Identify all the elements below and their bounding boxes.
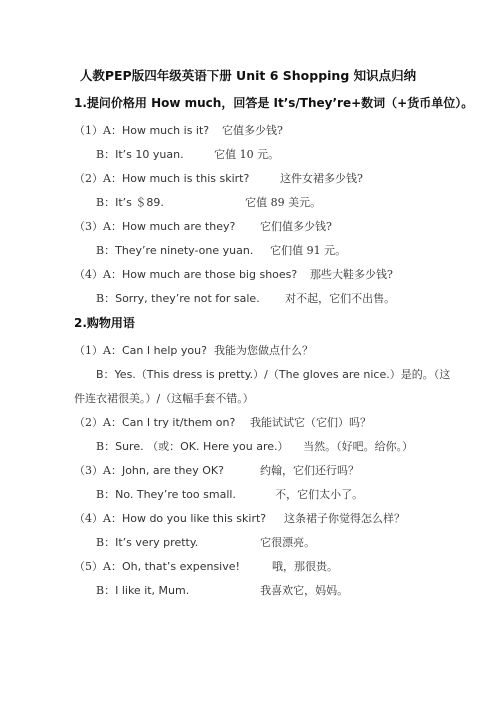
- question-english: Can I try it/them on?: [121, 416, 236, 429]
- answer-prefix: B：: [96, 440, 116, 453]
- answer-3: [96, 242, 346, 258]
- question-number: （3）A：: [74, 464, 122, 477]
- question-number: （4）A：: [74, 268, 122, 281]
- answer-english: Sure. （或：OK. Here you are.）: [115, 440, 289, 453]
- question-number: （3）A：: [74, 220, 122, 233]
- answer-prefix: B：: [96, 148, 116, 161]
- answer-english: They’re ninety-one yuan.: [115, 244, 254, 257]
- answer-prefix: B：: [96, 584, 116, 597]
- answer-english: No. They’re too small.: [115, 488, 236, 501]
- question-s2-5: [74, 558, 338, 574]
- answer-english: Sorry, they’re not for sale.: [115, 292, 260, 305]
- page-title: 人教PEP版四年级英语下册 Unit 6 Shopping 知识点归纳: [79, 68, 417, 83]
- question-english: How do you like this skirt?: [121, 512, 267, 525]
- question-english: Oh, that’s expensive!: [121, 560, 240, 573]
- question-chinese: 哦，那很贵。: [271, 560, 338, 573]
- question-number: （1）A：: [74, 124, 122, 137]
- question-3: [74, 218, 332, 234]
- question-s2-2: [74, 414, 371, 430]
- answer-prefix: B：: [96, 244, 116, 257]
- question-english: Can I help you?: [121, 344, 207, 357]
- answer-chinese: 对不起，它们不出售。: [285, 292, 396, 305]
- answer-chinese: 它很漂亮。: [260, 536, 316, 549]
- question-english: How much are they?: [121, 220, 236, 233]
- answer-prefix: B：: [96, 292, 116, 305]
- question-s2-3: [74, 462, 359, 478]
- question-s2-4: [74, 510, 405, 526]
- question-1: [74, 122, 283, 138]
- question-number: （4）A：: [74, 512, 122, 525]
- answer-s2-4: [96, 534, 315, 550]
- answer-prefix: B：: [96, 488, 116, 501]
- answer-s2-3: [96, 486, 363, 502]
- answer-1: [96, 146, 279, 162]
- answer-chinese: 它值 89 美元。: [245, 196, 322, 209]
- question-chinese: 这件女裙多少钱?: [279, 172, 363, 185]
- question-number: （2）A：: [74, 172, 122, 185]
- question-chinese: 约翰，它们还行吗？: [259, 464, 359, 477]
- answer-english: It’s very pretty.: [115, 536, 199, 549]
- answer-chinese: 它值 10 元。: [214, 148, 280, 161]
- question-4: [74, 266, 393, 282]
- answer-s2-2: [96, 438, 413, 454]
- question-chinese: 这条裙子你觉得怎么样？: [283, 512, 405, 525]
- question-chinese: 那些大鞋多少钱?: [309, 268, 393, 281]
- question-chinese: 它值多少钱?: [221, 124, 283, 137]
- question-2: [74, 170, 363, 186]
- question-english: How much is it?: [121, 124, 210, 137]
- answer-english: It’s 10 yuan.: [115, 148, 184, 161]
- question-chinese: 它们值多少钱?: [259, 220, 332, 233]
- section-heading-shopping: 2.购物用语: [74, 316, 135, 330]
- answer-s2-5: [96, 582, 348, 598]
- question-number: （2）A：: [74, 416, 122, 429]
- answer-chinese: 不，它们太小了。: [275, 488, 364, 501]
- answer-2: [96, 194, 321, 210]
- answer-chinese: 我喜欢它，妈妈。: [260, 584, 349, 597]
- answer-chinese: 它们值 91 元。: [270, 244, 347, 257]
- question-number: （5）A：: [74, 560, 122, 573]
- question-english: How much are those big shoes?: [121, 268, 298, 281]
- question-s2-1: [74, 342, 313, 358]
- question-chinese: 我能试试它（它们）吗？: [249, 416, 371, 429]
- answer-s2-1-line2: 件连衣裙很美。）/（这幅手套不错。）: [74, 392, 254, 405]
- answer-4: [96, 290, 395, 306]
- question-number: （1）A：: [74, 344, 122, 357]
- section-heading-price: 1.提问价格用 How much，回答是 It’s/They’re+数词（+货币单位）。: [74, 96, 474, 110]
- question-english: How much is this skirt?: [121, 172, 250, 185]
- question-english: John, are they OK?: [121, 464, 224, 477]
- answer-english: I like it, Mum.: [115, 584, 190, 597]
- answer-english: It’s ＄89.: [115, 196, 164, 209]
- question-chinese: 我能为您做点什么？: [213, 344, 313, 357]
- answer-s2-1-line1: B：Yes.（This dress is pretty.）/（The gloves are nice.）是的。（这: [96, 368, 451, 381]
- answer-prefix: B：: [96, 536, 116, 549]
- answer-chinese: 当然。（好吧。给你。）: [303, 440, 414, 453]
- answer-prefix: B：: [96, 196, 116, 209]
